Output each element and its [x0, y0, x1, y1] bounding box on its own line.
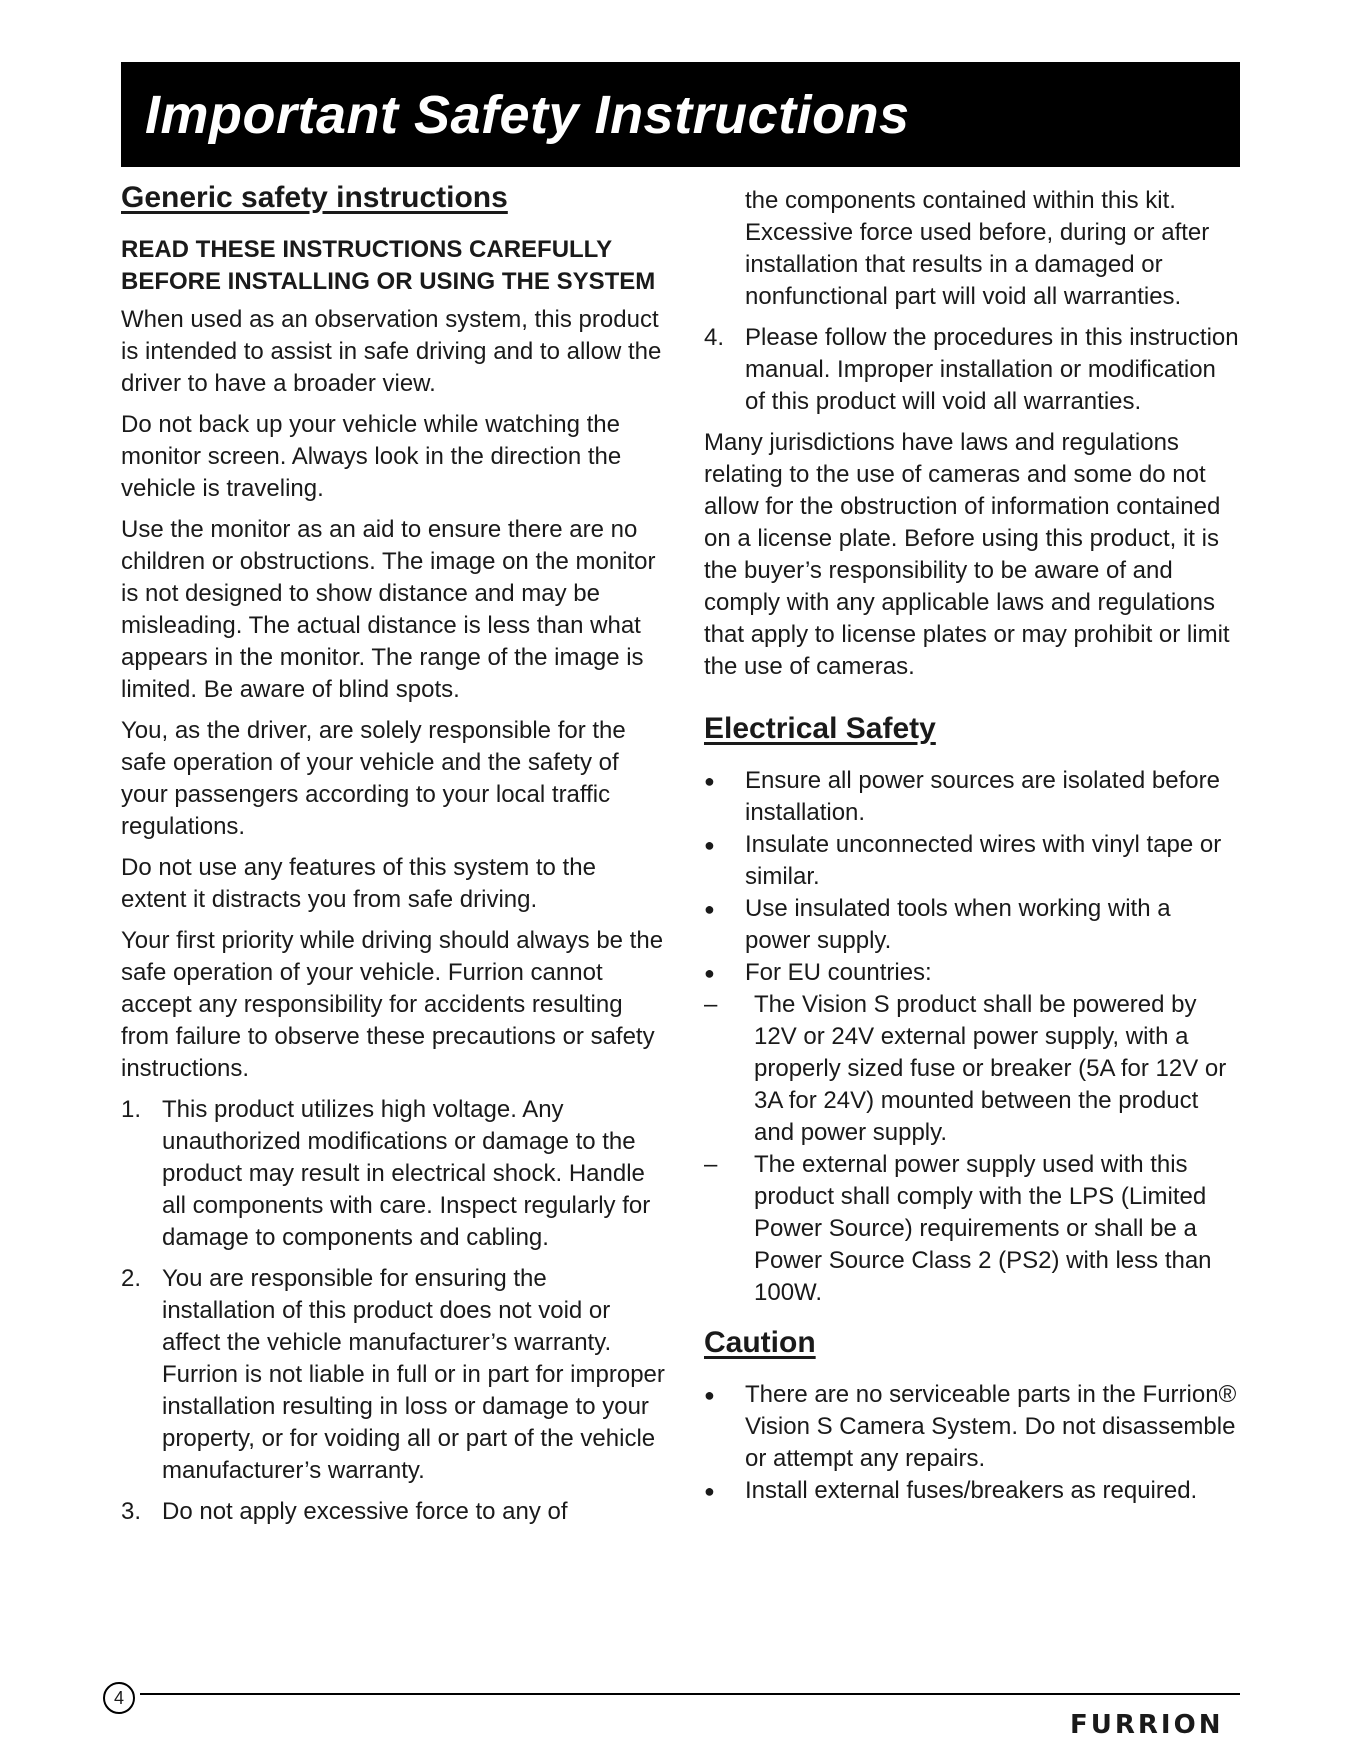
- dash-text: The external power supply used with this product shall comply with the LPS (Limited Power Source) requirements or shall be a Power Source Class 2 (PS2) with less than 100W.: [754, 1151, 1212, 1306]
- list-text: Please follow the procedures in this instruction manual. Improper installation or modification of this product will void all warranties.: [745, 324, 1239, 415]
- list-text: You are responsible for ensuring the installation of this product does not void or affect the vehicle manufacturer’s warranty. Furrion is not liable in full or in part for improper installation resulting in loss or damage to your property, or for voiding all or part of the vehicle manufacturer’s warranty.: [162, 1265, 665, 1484]
- paragraph: Do not back up your vehicle while watching the monitor screen. Always look in the direction the vehicle is traveling.: [121, 411, 622, 502]
- list-number: 2.: [121, 1265, 142, 1292]
- right-column: [704, 185, 1242, 1519]
- bullet-icon: ●: [704, 899, 715, 919]
- list-item: [704, 1475, 1242, 1507]
- numbered-list-continued: [704, 185, 1242, 418]
- bullet-text: For EU countries:: [745, 959, 932, 986]
- list-item: [745, 185, 1242, 313]
- list-item: [704, 957, 1242, 989]
- list-number: 4.: [704, 324, 725, 351]
- paragraph: When used as an observation system, this product is intended to assist in safe driving and to allow the driver to have a broader view.: [121, 306, 662, 397]
- list-item: [121, 1094, 666, 1254]
- list-item: [121, 1496, 666, 1528]
- bullet-text: Use insulated tools when working with a power supply.: [745, 895, 1171, 954]
- page-title: Important Safety Instructions: [145, 84, 910, 145]
- furrion-logo: FURRION: [1070, 1710, 1224, 1740]
- dash-text: The Vision S product shall be powered by 12V or 24V external power supply, with a properly sized fuse or breaker (5A for 12V or 3A for 24V) mounted between the product and power supply.: [754, 991, 1227, 1146]
- list-item: [121, 1263, 666, 1487]
- bullet-text: Install external fuses/breakers as required.: [745, 1477, 1198, 1504]
- list-item: [704, 765, 1242, 829]
- list-text: Do not apply excessive force to any of: [162, 1498, 568, 1525]
- footer-divider: [140, 1693, 1240, 1695]
- numbered-list: [121, 1094, 666, 1528]
- bullet-text: Insulate unconnected wires with vinyl tape or similar.: [745, 831, 1222, 890]
- electrical-bullets: [704, 765, 1242, 1309]
- list-number: 1.: [121, 1096, 142, 1123]
- dash-icon: –: [704, 1151, 718, 1178]
- paragraph: Your first priority while driving should always be the safe operation of your vehicle. Furrion cannot accept any responsibility for accidents resulting from failure to observe these precautions or safety instructions.: [121, 927, 664, 1082]
- jurisdictions-paragraph: Many jurisdictions have laws and regulations relating to the use of cameras and some do not allow for the obstruction of information contained on a license plate. Before using this product, it is the buyer’s responsibility to be aware of and comply with any applicable laws and regulations that apply to license plates or may prohibit or limit the use of cameras.: [704, 429, 1230, 680]
- list-item: [704, 989, 1242, 1149]
- bullet-icon: ●: [704, 1481, 715, 1501]
- list-number: 3.: [121, 1498, 142, 1525]
- read-instructions-subheading: READ THESE INSTRUCTIONS CAREFULLY BEFORE INSTALLING OR USING THE SYSTEM: [121, 236, 656, 295]
- bullet-text: Ensure all power sources are isolated before installation.: [745, 767, 1220, 826]
- electrical-safety-heading: Electrical Safety: [704, 712, 936, 745]
- paragraph: Use the monitor as an aid to ensure there are no children or obstructions. The image on the monitor is not designed to show distance and may be misleading. The actual distance is less than what appears in the monitor. The range of the image is limited. Be aware of blind spots.: [121, 516, 656, 703]
- list-item: [704, 322, 1242, 418]
- bullet-text: There are no serviceable parts in the Furrion® Vision S Camera System. Do not disassemble or attempt any repairs.: [745, 1381, 1237, 1472]
- left-column: [121, 180, 666, 1537]
- list-text: This product utilizes high voltage. Any unauthorized modifications or damage to the product may result in electrical shock. Handle all components with care. Inspect regularly for damage to components and cabling.: [162, 1096, 651, 1251]
- list-item: [704, 1379, 1242, 1475]
- title-banner: [121, 62, 1240, 167]
- paragraph: Do not use any features of this system to the extent it distracts you from safe driving.: [121, 854, 596, 913]
- bullet-icon: ●: [704, 771, 715, 791]
- generic-safety-heading: Generic safety instructions: [121, 181, 508, 214]
- bullet-icon: ●: [704, 1385, 715, 1405]
- dash-icon: –: [704, 991, 718, 1018]
- list-text-continuation: the components contained within this kit. Excessive force used before, during or after installation that results in a damaged or nonfunctional part will void all warranties.: [745, 187, 1210, 310]
- caution-bullets: [704, 1379, 1242, 1507]
- bullet-icon: ●: [704, 835, 715, 855]
- caution-heading: Caution: [704, 1326, 816, 1359]
- list-item: [704, 829, 1242, 893]
- page-number: 4: [103, 1682, 135, 1714]
- list-item: [704, 893, 1242, 957]
- bullet-icon: ●: [704, 963, 715, 983]
- paragraph: You, as the driver, are solely responsible for the safe operation of your vehicle and the safety of your passengers according to your local traffic regulations.: [121, 717, 626, 840]
- list-item: [704, 1149, 1242, 1309]
